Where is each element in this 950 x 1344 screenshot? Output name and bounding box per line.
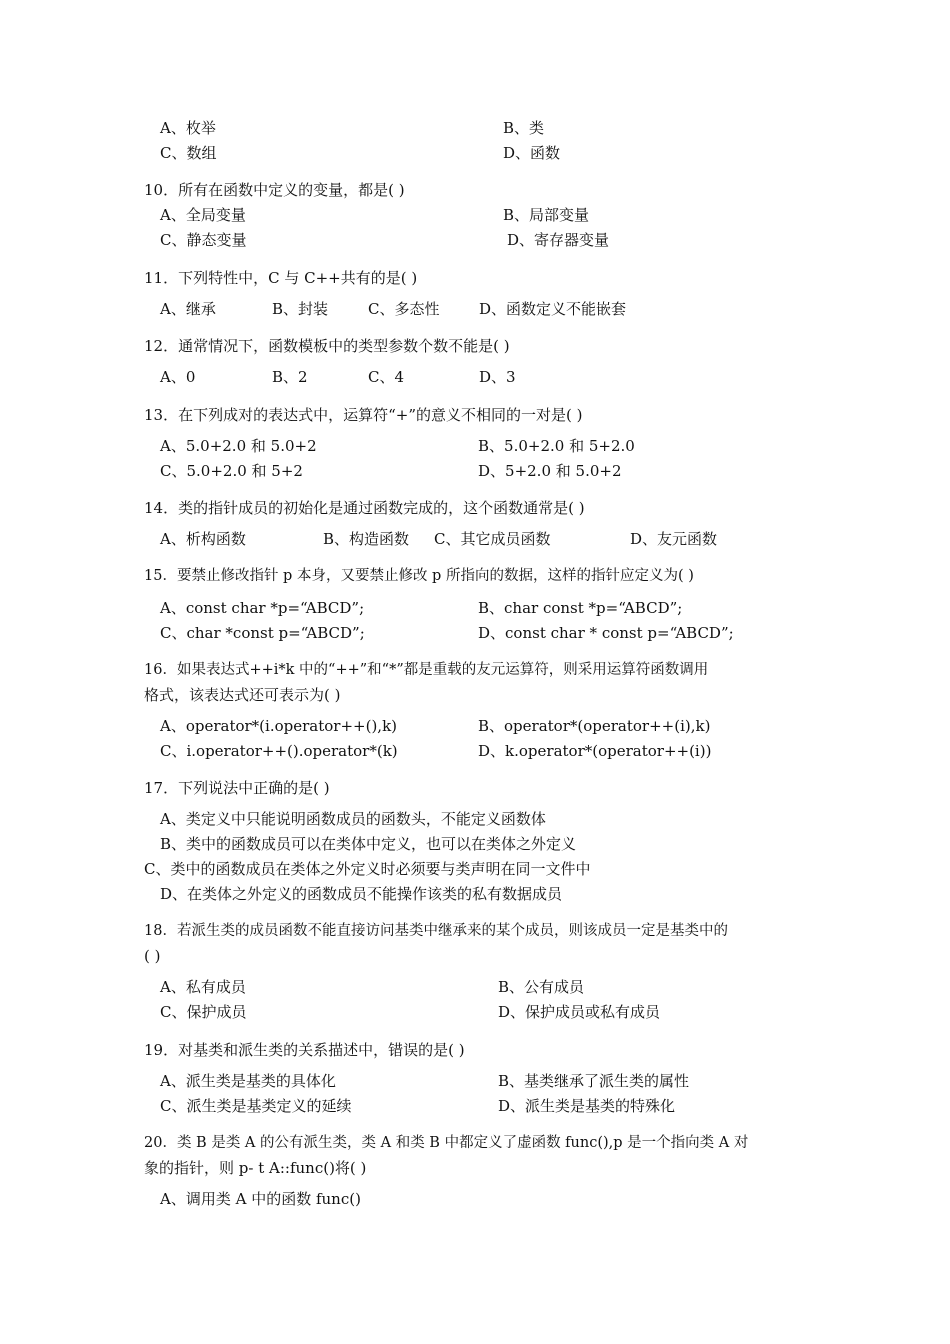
q11-option-a: A、继承	[160, 300, 216, 318]
q15-option-c: C、char *const p=“ABCD”;	[160, 624, 365, 642]
q17-option-b: B、类中的函数成员可以在类体中定义，也可以在类体之外定义	[160, 835, 577, 853]
q9-option-c: C、数组	[160, 144, 217, 162]
q11-option-b: B、封装	[272, 300, 329, 318]
q17-option-a: A、类定义中只能说明函数成员的函数头，不能定义函数体	[160, 810, 546, 828]
q15-option-a: A、const char *p=“ABCD”;	[160, 599, 365, 617]
q14-option-a: A、析构函数	[160, 530, 246, 548]
q19-option-d: D、派生类是基类的特殊化	[498, 1097, 676, 1115]
q14-stem: 14．类的指针成员的初始化是通过函数完成的，这个函数通常是( )	[144, 499, 585, 517]
q18-option-d: D、保护成员或私有成员	[498, 1003, 661, 1021]
q13-option-d: D、5+2.0 和 5.0+2	[478, 462, 622, 480]
q10-option-a: A、全局变量	[160, 206, 246, 224]
q15-option-d: D、const char * const p=“ABCD”;	[478, 624, 734, 642]
q19-option-c: C、派生类是基类定义的延续	[160, 1097, 352, 1115]
q19-option-a: A、派生类是基类的具体化	[160, 1072, 336, 1090]
q20-stem-line1: 20．类 B 是类 A 的公有派生类，类 A 和类 B 中都定义了虚函数 func(),p 是一个指向类 A 对	[144, 1135, 749, 1151]
q16-stem-line1: 16．如果表达式++i*k 中的“++”和“*”都是重载的友元运算符，则采用运算符函数调用	[144, 662, 709, 678]
q17-stem: 17．下列说法中正确的是( )	[144, 779, 330, 797]
q16-option-b: B、operator*(operator++(i),k)	[478, 717, 711, 735]
q10-option-c: C、静态变量	[160, 231, 247, 249]
q18-stem-line1: 18．若派生类的成员函数不能直接访问基类中继承来的某个成员，则该成员一定是基类中的	[144, 923, 728, 939]
q16-option-c: C、i.operator++().operator*(k)	[160, 742, 398, 760]
q20-option-a: A、调用类 A 中的函数 func()	[160, 1190, 361, 1208]
q17-option-d: D、在类体之外定义的函数成员不能操作该类的私有数据成员	[160, 885, 563, 903]
q13-option-a: A、5.0+2.0 和 5.0+2	[160, 437, 317, 455]
q13-option-c: C、5.0+2.0 和 5+2	[160, 462, 303, 480]
q12-option-c: C、4	[368, 368, 405, 386]
q9-option-a: A、枚举	[160, 119, 216, 137]
q18-option-b: B、公有成员	[498, 978, 585, 996]
q14-option-b: B、构造函数	[323, 530, 410, 548]
q17-option-c: C、类中的函数成员在类体之外定义时必须要与类声明在同一文件中	[144, 860, 591, 878]
q16-option-d: D、k.operator*(operator++(i))	[478, 742, 712, 760]
q10-option-d: D、寄存器变量	[507, 231, 610, 249]
q20-stem-line2: 象的指针，则 p- t A::func()将( )	[144, 1159, 367, 1177]
q11-option-c: C、多态性	[368, 300, 440, 318]
q11-stem: 11．下列特性中，C 与 C++共有的是( )	[144, 269, 418, 287]
q19-option-b: B、基类继承了派生类的属性	[498, 1072, 690, 1090]
q10-option-b: B、局部变量	[503, 206, 590, 224]
q14-option-d: D、友元函数	[630, 530, 718, 548]
q15-option-b: B、char const *p=“ABCD”;	[478, 599, 683, 617]
q9-option-d: D、函数	[503, 144, 561, 162]
q18-stem-line2: ( )	[144, 947, 161, 965]
q18-option-c: C、保护成员	[160, 1003, 247, 1021]
q10-stem: 10．所有在函数中定义的变量，都是( )	[144, 181, 405, 199]
q16-stem-line2: 格式，该表达式还可表示为( )	[144, 686, 341, 704]
q9-option-b: B、类	[503, 119, 545, 137]
q16-option-a: A、operator*(i.operator++(),k)	[160, 717, 398, 735]
q13-stem: 13．在下列成对的表达式中，运算符“+”的意义不相同的一对是( )	[144, 406, 583, 424]
q18-option-a: A、私有成员	[160, 978, 246, 996]
q13-option-b: B、5.0+2.0 和 5+2.0	[478, 437, 635, 455]
q15-stem: 15．要禁止修改指针 p 本身，又要禁止修改 p 所指向的数据，这样的指针应定义为( )	[144, 568, 694, 584]
q19-stem: 19．对基类和派生类的关系描述中，错误的是( )	[144, 1041, 465, 1059]
q11-option-d: D、函数定义不能嵌套	[479, 300, 627, 318]
q12-stem: 12．通常情况下，函数模板中的类型参数个数不能是( )	[144, 337, 510, 355]
q12-option-a: A、0	[160, 368, 196, 386]
q12-option-d: D、3	[479, 368, 516, 386]
q14-option-c: C、其它成员函数	[434, 530, 551, 548]
q12-option-b: B、2	[272, 368, 308, 386]
